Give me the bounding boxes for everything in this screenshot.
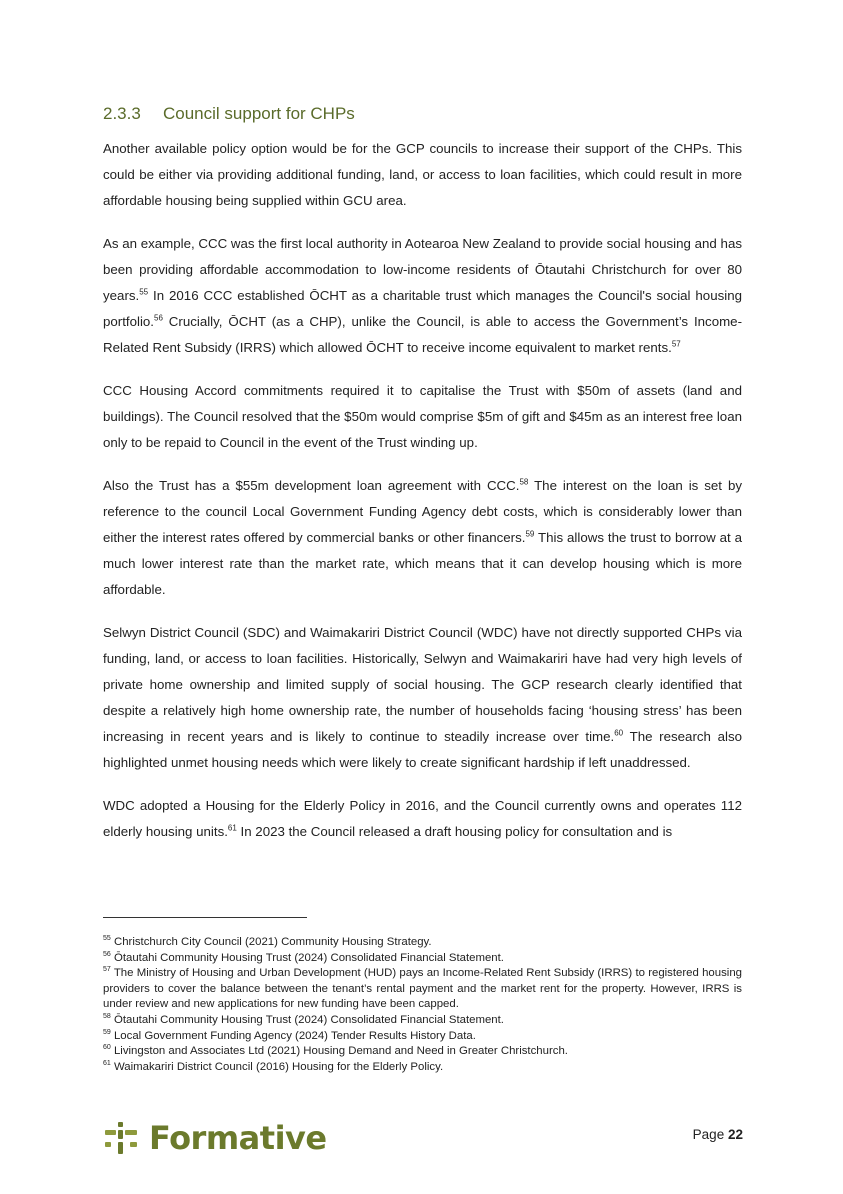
footnote-number: 60 <box>103 1044 111 1052</box>
footnote-text: Livingston and Associates Ltd (2021) Housing Demand and Need in Greater Christchurch. <box>110 1045 568 1058</box>
body-text <box>103 136 742 862</box>
footnote-reference[interactable]: 57 <box>671 339 681 349</box>
footnote-number: 59 <box>103 1028 111 1036</box>
paragraph-text: This allows the trust to borrow at a much lower interest rate than the market rate, which means that it can develop housing which is more affordable. <box>103 530 742 597</box>
logo-wordmark: Formative <box>149 1119 327 1157</box>
paragraph-text: The interest on the loan is set by reference to the council Local Government Funding Agency debt costs, which is considerably lower than either the interest rates offered by commercial banks or other financers. <box>103 478 742 545</box>
section-title: Council support for CHPs <box>163 104 355 123</box>
paragraph-text: WDC adopted a Housing for the Elderly Policy in 2016, and the Council currently owns and operates 112 elderly housing units. <box>103 798 742 839</box>
footnote-text: Ōtautahi Community Housing Trust (2024) Consolidated Financial Statement. <box>110 951 504 964</box>
footnote-number: 61 <box>103 1059 111 1067</box>
body-paragraph <box>103 378 742 456</box>
body-paragraph <box>103 620 742 776</box>
footnote-text: Local Government Funding Agency (2024) Tender Results History Data. <box>110 1029 476 1042</box>
paragraph-text: CCC Housing Accord commitments required it to capitalise the Trust with $50m of assets (land and buildings). The Council resolved that the $50m would comprise $5m of gift and $45m as an interest free loan only to be repaid to Council in the event of the Trust winding up. <box>103 383 742 450</box>
footnote-text: Ōtautahi Community Housing Trust (2024) Consolidated Financial Statement. <box>110 1013 504 1026</box>
footnote-divider <box>103 917 307 918</box>
footnote-text: The Ministry of Housing and Urban Development (HUD) pays an Income-Related Rent Subsidy (IRRS) to registered housing providers to cover the balance between the tenant’s rental payment and the market rent for the property. However, IRRS is under review and new applications for new funding have been capped. <box>103 967 742 1011</box>
section-number: 2.3.3 <box>103 104 141 123</box>
paragraph-text: As an example, CCC was the first local authority in Aotearoa New Zealand to provide social housing and has been providing affordable accommodation to low-income residents of Ōtautahi Christchurch for over 80 years. <box>103 236 742 303</box>
page-number <box>693 1127 743 1142</box>
footnote-reference[interactable]: 56 <box>154 313 163 323</box>
footnote-text: Waimakariri District Council (2016) Housing for the Elderly Policy. <box>110 1060 444 1073</box>
page-number-value: 22 <box>727 1127 743 1142</box>
formative-logo <box>103 1116 327 1160</box>
paragraph-text: Selwyn District Council (SDC) and Waimakariri District Council (WDC) have not directly supported CHPs via funding, land, or access to loan facilities. Historically, Selwyn and Waimakariri have had very high levels of private home ownership and limited supply of social housing. The GCP research clearly identified that despite a relatively high home ownership rate, the number of households facing ‘housing stress’ has been increasing in recent years and is likely to continue to steadily increase over time. <box>103 625 742 744</box>
paragraph-text: In 2016 CCC established ŌCHT as a charitable trust which manages the Council's social housing portfolio. <box>103 288 742 329</box>
footnote <box>103 935 742 951</box>
footnote-number: 58 <box>103 1013 111 1021</box>
footnote-number: 56 <box>103 950 111 958</box>
paragraph-text: In 2023 the Council released a draft housing policy for consultation and is <box>236 824 673 839</box>
footnote-reference[interactable]: 55 <box>139 287 149 297</box>
footnote-reference[interactable]: 61 <box>227 823 237 833</box>
footnote-number: 57 <box>103 966 111 974</box>
footnote-text: Christchurch City Council (2021) Community Housing Strategy. <box>110 936 432 948</box>
footnote <box>103 1060 742 1076</box>
footnotes <box>103 935 742 1075</box>
body-paragraph <box>103 793 742 845</box>
footnote <box>103 951 742 967</box>
footnote <box>103 1044 742 1060</box>
footnote <box>103 1029 742 1045</box>
footnote-number: 55 <box>103 935 111 943</box>
footnote <box>103 1013 742 1029</box>
page-label: Page <box>692 1127 725 1142</box>
footnote-reference[interactable]: 60 <box>614 728 624 738</box>
section-heading <box>103 104 355 124</box>
footnote <box>103 966 742 1013</box>
formative-logo-icon <box>103 1120 139 1156</box>
body-paragraph <box>103 231 742 361</box>
body-paragraph <box>103 473 742 603</box>
footnote-reference[interactable]: 58 <box>519 477 529 487</box>
paragraph-text: Also the Trust has a $55m development loan agreement with CCC. <box>103 478 520 493</box>
paragraph-text: Another available policy option would be for the GCP councils to increase their support of the CHPs. This could be either via providing additional funding, land, or access to loan facilities, which could result in more affordable housing being supplied within GCU area. <box>103 141 742 208</box>
paragraph-text: The research also highlighted unmet housing needs which were likely to create significant hardship if left unaddressed. <box>103 729 742 770</box>
footnote-reference[interactable]: 59 <box>525 529 535 539</box>
body-paragraph <box>103 136 742 214</box>
paragraph-text: Crucially, ŌCHT (as a CHP), unlike the Council, is able to access the Government’s Income-Related Rent Subsidy (IRRS) which allowed ŌCHT to receive income equivalent to market rents. <box>103 314 742 355</box>
